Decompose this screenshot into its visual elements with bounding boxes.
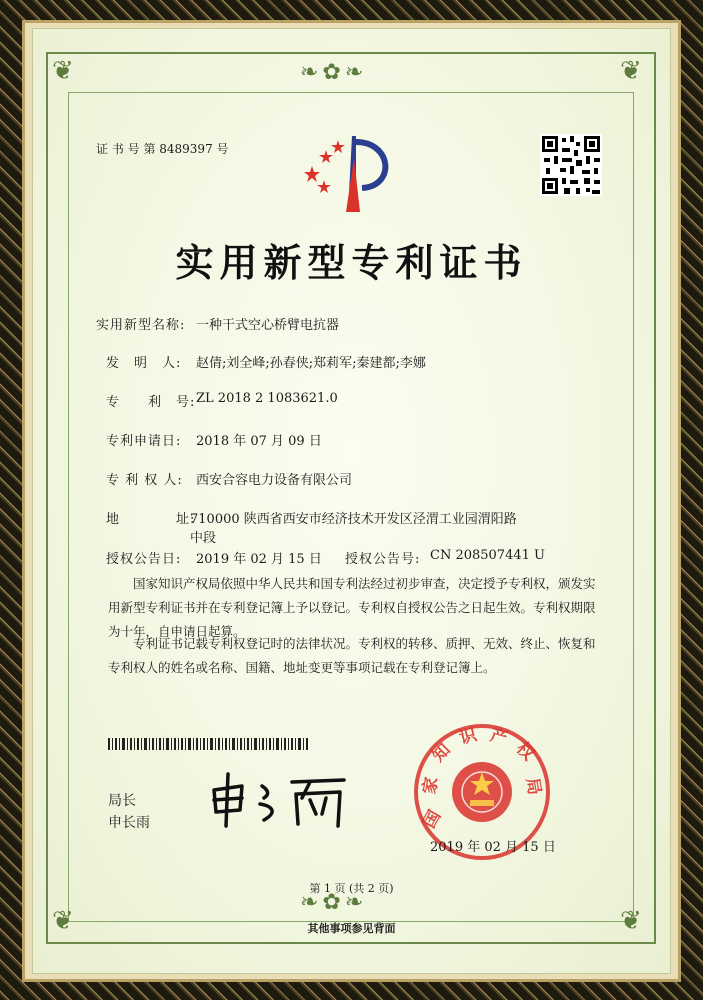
svg-text:局: 局 — [521, 776, 545, 797]
patent-number-value: ZL 2018 2 1083621.0 — [196, 391, 338, 406]
grant-announce-no-label: 授权公告号: — [345, 552, 421, 567]
top-ornament-icon: ❧✿❧ — [300, 60, 368, 85]
grant-announce-date-label: 授权公告日: — [106, 552, 182, 567]
director-title: 局长 — [108, 793, 136, 809]
inventor-value: 赵倩;刘全峰;孙春侠;郑莉军;秦建都;李娜 — [196, 356, 426, 371]
corner-ornament-icon: ❦ — [620, 56, 642, 86]
svg-text:权: 权 — [511, 738, 539, 765]
svg-text:家: 家 — [419, 775, 443, 796]
corner-ornament-icon: ❦ — [52, 56, 74, 86]
page-info: 第 1 页 (共 2 页) — [309, 882, 394, 895]
grant-paragraph: 国家知识产权局依照中华人民共和国专利法经过初步审查，决定授予专利权，颁发实用新型专利证书并在专利登记簿上予以登记。专利权自授权公告之日起生效。专利权期限为十年，自申请日起算。 — [108, 576, 596, 639]
director-name: 申长雨 — [108, 815, 150, 831]
barcode-icon — [108, 738, 308, 750]
svg-text:国: 国 — [419, 806, 446, 832]
certificate-number: 证 书 号 第 8489397 号 — [96, 142, 229, 156]
grant-announce-no-value: CN 208507441 U — [430, 548, 545, 563]
application-date-value: 2018 年 07 月 09 日 — [196, 434, 322, 449]
patent-number-label: 专 利 号: — [106, 395, 196, 410]
grant-announce-date-value: 2019 年 02 月 15 日 — [196, 552, 322, 567]
corner-ornament-icon: ❦ — [52, 906, 74, 936]
signature-icon — [206, 768, 356, 830]
address-value-line2: 中段 — [190, 531, 217, 546]
bottom-ornament-icon: ❧✿❧ — [300, 890, 368, 915]
seal-date: 2019 年 02 月 15 日 — [430, 840, 556, 855]
qr-code-icon — [540, 134, 602, 196]
address-value: 710000 陕西省西安市经济技术开发区泾渭工业园渭阳路 — [190, 512, 517, 527]
svg-text:产: 产 — [487, 725, 510, 750]
legal-status-paragraph: 专利证书记载专利权登记时的法律状况。专利权的转移、质押、无效、终止、恢复和专利权人的姓名或名称、国籍、地址变更等事项记载在专利登记簿上。 — [108, 636, 596, 675]
utility-model-name-label: 实用新型名称: — [96, 318, 186, 333]
svg-text:识: 识 — [457, 725, 480, 749]
svg-text:知: 知 — [428, 739, 455, 767]
patentee-label: 专 利 权 人: — [106, 473, 183, 488]
footer-note: 其他事项参见背面 — [307, 922, 396, 935]
application-date-label: 专利申请日: — [106, 434, 182, 449]
inventor-label: 发 明 人: — [106, 356, 182, 371]
logo-icon — [300, 128, 400, 220]
corner-ornament-icon: ❦ — [620, 906, 642, 936]
utility-model-name-value: 一种干式空心桥臂电抗器 — [196, 318, 340, 333]
page-title: 实用新型专利证书 — [175, 241, 528, 285]
patentee-value: 西安合容电力设备有限公司 — [196, 473, 353, 488]
address-label: 地 址: — [106, 512, 196, 527]
